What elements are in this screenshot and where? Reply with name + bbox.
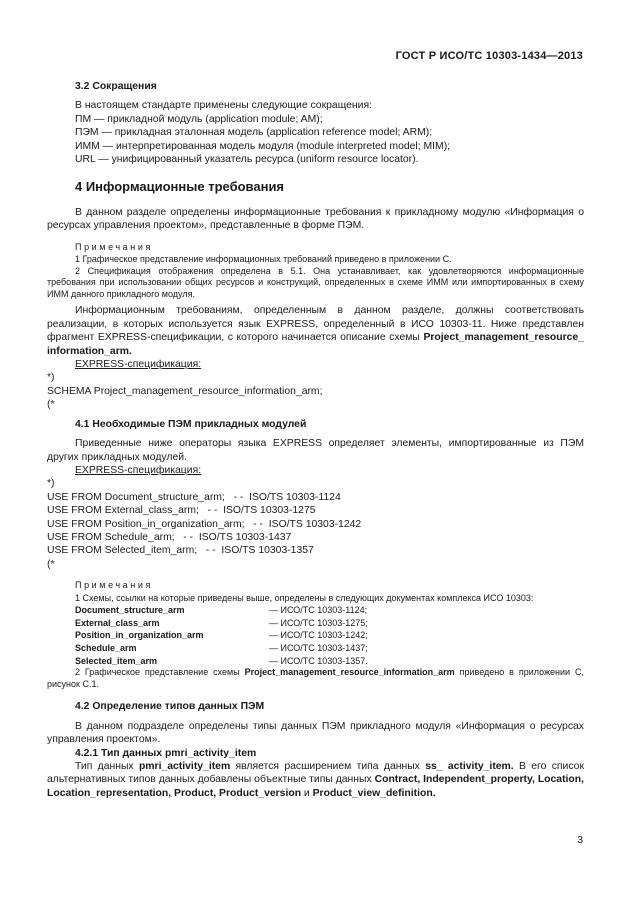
section-4-2-paragraph: В данном подразделе определены типы данных ПЭМ прикладного модуля «Информация о ресурсах управления проектом». <box>47 720 584 746</box>
document-header: ГОСТ Р ИСО/ТС 10303-1434—2013 <box>395 50 583 62</box>
abbrev-item: ПМ — прикладной модуль (application module; AM); <box>75 113 323 125</box>
code-line: USE FROM External_class_arm; - - ISO/TS 10303-1275 <box>47 505 316 517</box>
code-line: *) <box>47 478 55 490</box>
code-line: *) <box>47 372 55 384</box>
module-reference-row: Document_structure_arm — ИСО/ТС 10303-1124; <box>75 605 368 616</box>
section-4-1-paragraph: Приведенные ниже операторы языка EXPRESS определяет элементы, импортированные из ПЭМ других прикладных модулей. <box>47 438 584 463</box>
abbrev-item: URL — унифицированный указатель ресурса (uniform resource locator). <box>75 154 419 166</box>
section-4-1-title: 4.1 Необходимые ПЭМ прикладных модулей <box>75 418 307 430</box>
note-text: 2 Спецификация отображения определена в 5.1. Она устанавливает, как удовлетворяются информационные требования при использовании общих ресурсов и конструкций, определенных в схеме ИММ или импортированных в схему ИММ данного прикладного модуля. <box>47 265 584 299</box>
section-4-title: 4 Информационные требования <box>75 179 285 195</box>
module-reference-row: Selected_item_arm — ИСО/ТС 10303-1357. <box>75 655 368 666</box>
code-line: (* <box>47 558 55 570</box>
module-reference-row: Position_in_organization_arm — ИСО/ТС 10303-1242; <box>75 630 368 641</box>
abbrev-intro: В настоящем стандарте применены следующие сокращения: <box>75 100 372 112</box>
section-4-paragraph-2: Информационным требованиям, определенным в данном разделе, должны соответствовать реализации, в которых используется язык EXPRESS, определенный в ИСО 10303-11. Ниже представлен фрагмент EXPRESS-спецификации, с которого начинается описание схемы Project_management_resource_ information_arm. <box>47 305 584 357</box>
section-4-2-1-paragraph: Тип данных pmri_activity_item является расширением типа данных ss_ activity_item. В его список альтернативных типов данных добавлены объектные типы данных Contract, Independent_property, Location, Location_representation, Product, Product_version и Product_view_definition. <box>47 760 584 799</box>
section-4-paragraph: В данном разделе определены информационные требования к прикладному модулю «Информация о ресурсах управления проектом», представленные в форме ПЭМ. <box>47 206 584 232</box>
code-line: USE FROM Selected_item_arm; - - ISO/TS 10303-1357 <box>47 545 314 557</box>
abbrev-item: ПЭМ — прикладная эталонная модель (application reference model; ARM); <box>75 127 433 139</box>
notes-heading: Примечания <box>75 580 153 591</box>
notes-heading: Примечания <box>75 241 153 252</box>
express-spec-label: EXPRESS-спецификация: <box>75 359 202 371</box>
section-4-2-1-title: 4.2.1 Тип данных pmri_activity_item <box>75 747 257 759</box>
note-text: 1 Схемы, ссылки на которые приведены выше, определены в следующих документах комплекса ИСО 10303: <box>75 592 534 603</box>
section-4-2-title: 4.2 Определение типов данных ПЭМ <box>75 701 265 713</box>
note-text: 2 Графическое представление схемы Project_management_resource_information_arm приведено в приложении С, рисунок С.1. <box>47 667 584 689</box>
code-line: SCHEMA Project_management_resource_information_arm; <box>47 385 323 397</box>
express-spec-label: EXPRESS-спецификация: <box>75 464 202 476</box>
module-reference-row: Schedule_arm — ИСО/ТС 10303-1437; <box>75 642 368 653</box>
note-text: 1 Графическое представление информационных требований приведено в приложении С. <box>75 254 452 265</box>
code-line: (* <box>47 399 55 411</box>
section-3-2-title: 3.2 Сокращения <box>75 81 157 92</box>
module-reference-list <box>75 604 584 667</box>
code-line: USE FROM Document_structure_arm; - - ISO/TS 10303-1124 <box>47 491 341 503</box>
code-line: USE FROM Position_in_organization_arm; - - ISO/TS 10303-1242 <box>47 518 362 530</box>
schema-name: Project_management_resource_ information_arm. <box>47 332 584 357</box>
page-content <box>47 80 584 800</box>
code-line: USE FROM Schedule_arm; - - ISO/TS 10303-1437 <box>47 531 292 543</box>
page-number: 3 <box>577 835 583 846</box>
module-reference-row: External_class_arm — ИСО/ТС 10303-1275; <box>75 617 368 628</box>
abbrev-item: ИММ — интерпретированная модель модуля (module interpreted model; MIM); <box>75 140 451 152</box>
